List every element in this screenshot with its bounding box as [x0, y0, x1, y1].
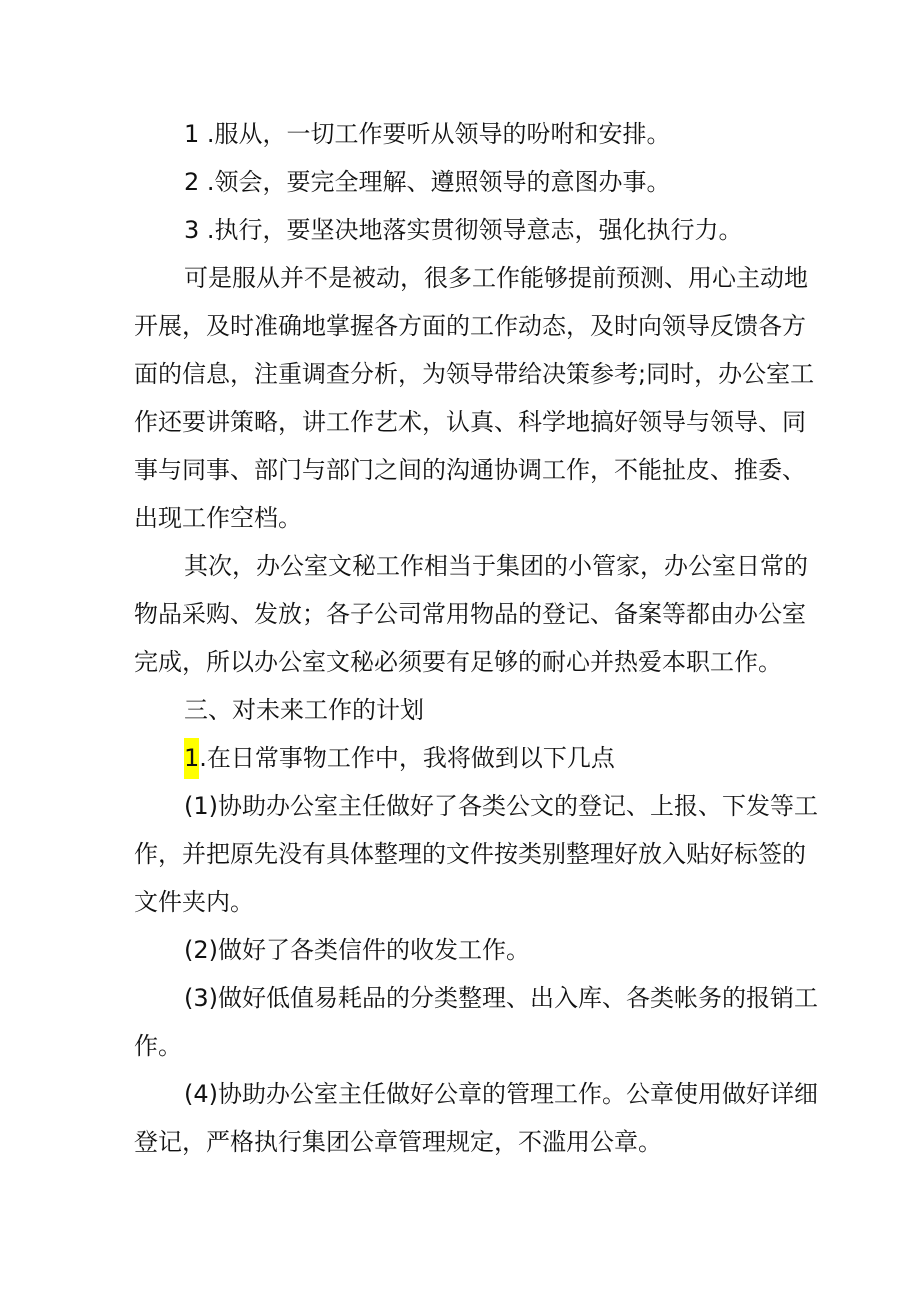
highlighted-number: 1 [184, 738, 199, 779]
paragraph-line: 文件夹内。 [134, 888, 254, 916]
paragraph-first-line: (4)协助办公室主任做好公章的管理工作。公章使用做好详细 [184, 1080, 818, 1108]
paragraph-line: 开展，及时准确地掌握各方面的工作动态，及时向领导反馈各方 [134, 312, 806, 340]
paragraph-line: 作，并把原先没有具体整理的文件按类别整理好放入贴好标签的 [134, 840, 806, 868]
paragraph-line: 1 .服从，一切工作要听从领导的吩咐和安排。 [184, 120, 671, 148]
plan-item-text: .在日常事物工作中，我将做到以下几点 [199, 744, 615, 772]
paragraph-first-line: (3)做好低值易耗品的分类整理、出入库、各类帐务的报销工 [184, 984, 818, 1012]
section-heading: 三、对未来工作的计划 [184, 696, 424, 724]
paragraph-first-line: 可是服从并不是被动，很多工作能够提前预测、用心主动地 [184, 264, 808, 292]
paragraph-line: 出现工作空档。 [134, 504, 302, 532]
paragraph-line: 作。 [134, 1032, 182, 1060]
paragraph-line: 事与同事、部门与部门之间的沟通协调工作，不能扯皮、推委、 [134, 456, 806, 484]
paragraph-line: 面的信息，注重调查分析，为领导带给决策参考;同时，办公室工 [134, 360, 815, 388]
paragraph-line: 作还要讲策略，讲工作艺术，认真、科学地搞好领导与领导、同 [134, 408, 806, 436]
paragraph-line: 2 .领会，要完全理解、遵照领导的意图办事。 [184, 168, 671, 196]
paragraph-first-line: 其次，办公室文秘工作相当于集团的小管家，办公室日常的 [184, 552, 808, 580]
paragraph-line: 物品采购、发放；各子公司常用物品的登记、备案等都由办公室 [134, 600, 806, 628]
paragraph-first-line: (2)做好了各类信件的收发工作。 [184, 936, 530, 964]
paragraph-line: 登记，严格执行集团公章管理规定，不滥用公章。 [134, 1128, 662, 1156]
paragraph-first-line: (1)协助办公室主任做好了各类公文的登记、上报、下发等工 [184, 792, 818, 820]
plan-item-line [184, 742, 854, 774]
paragraph-line: 3 .执行，要坚决地落实贯彻领导意志，强化执行力。 [184, 216, 743, 244]
paragraph-line: 完成，所以办公室文秘必须要有足够的耐心并热爱本职工作。 [134, 648, 782, 676]
